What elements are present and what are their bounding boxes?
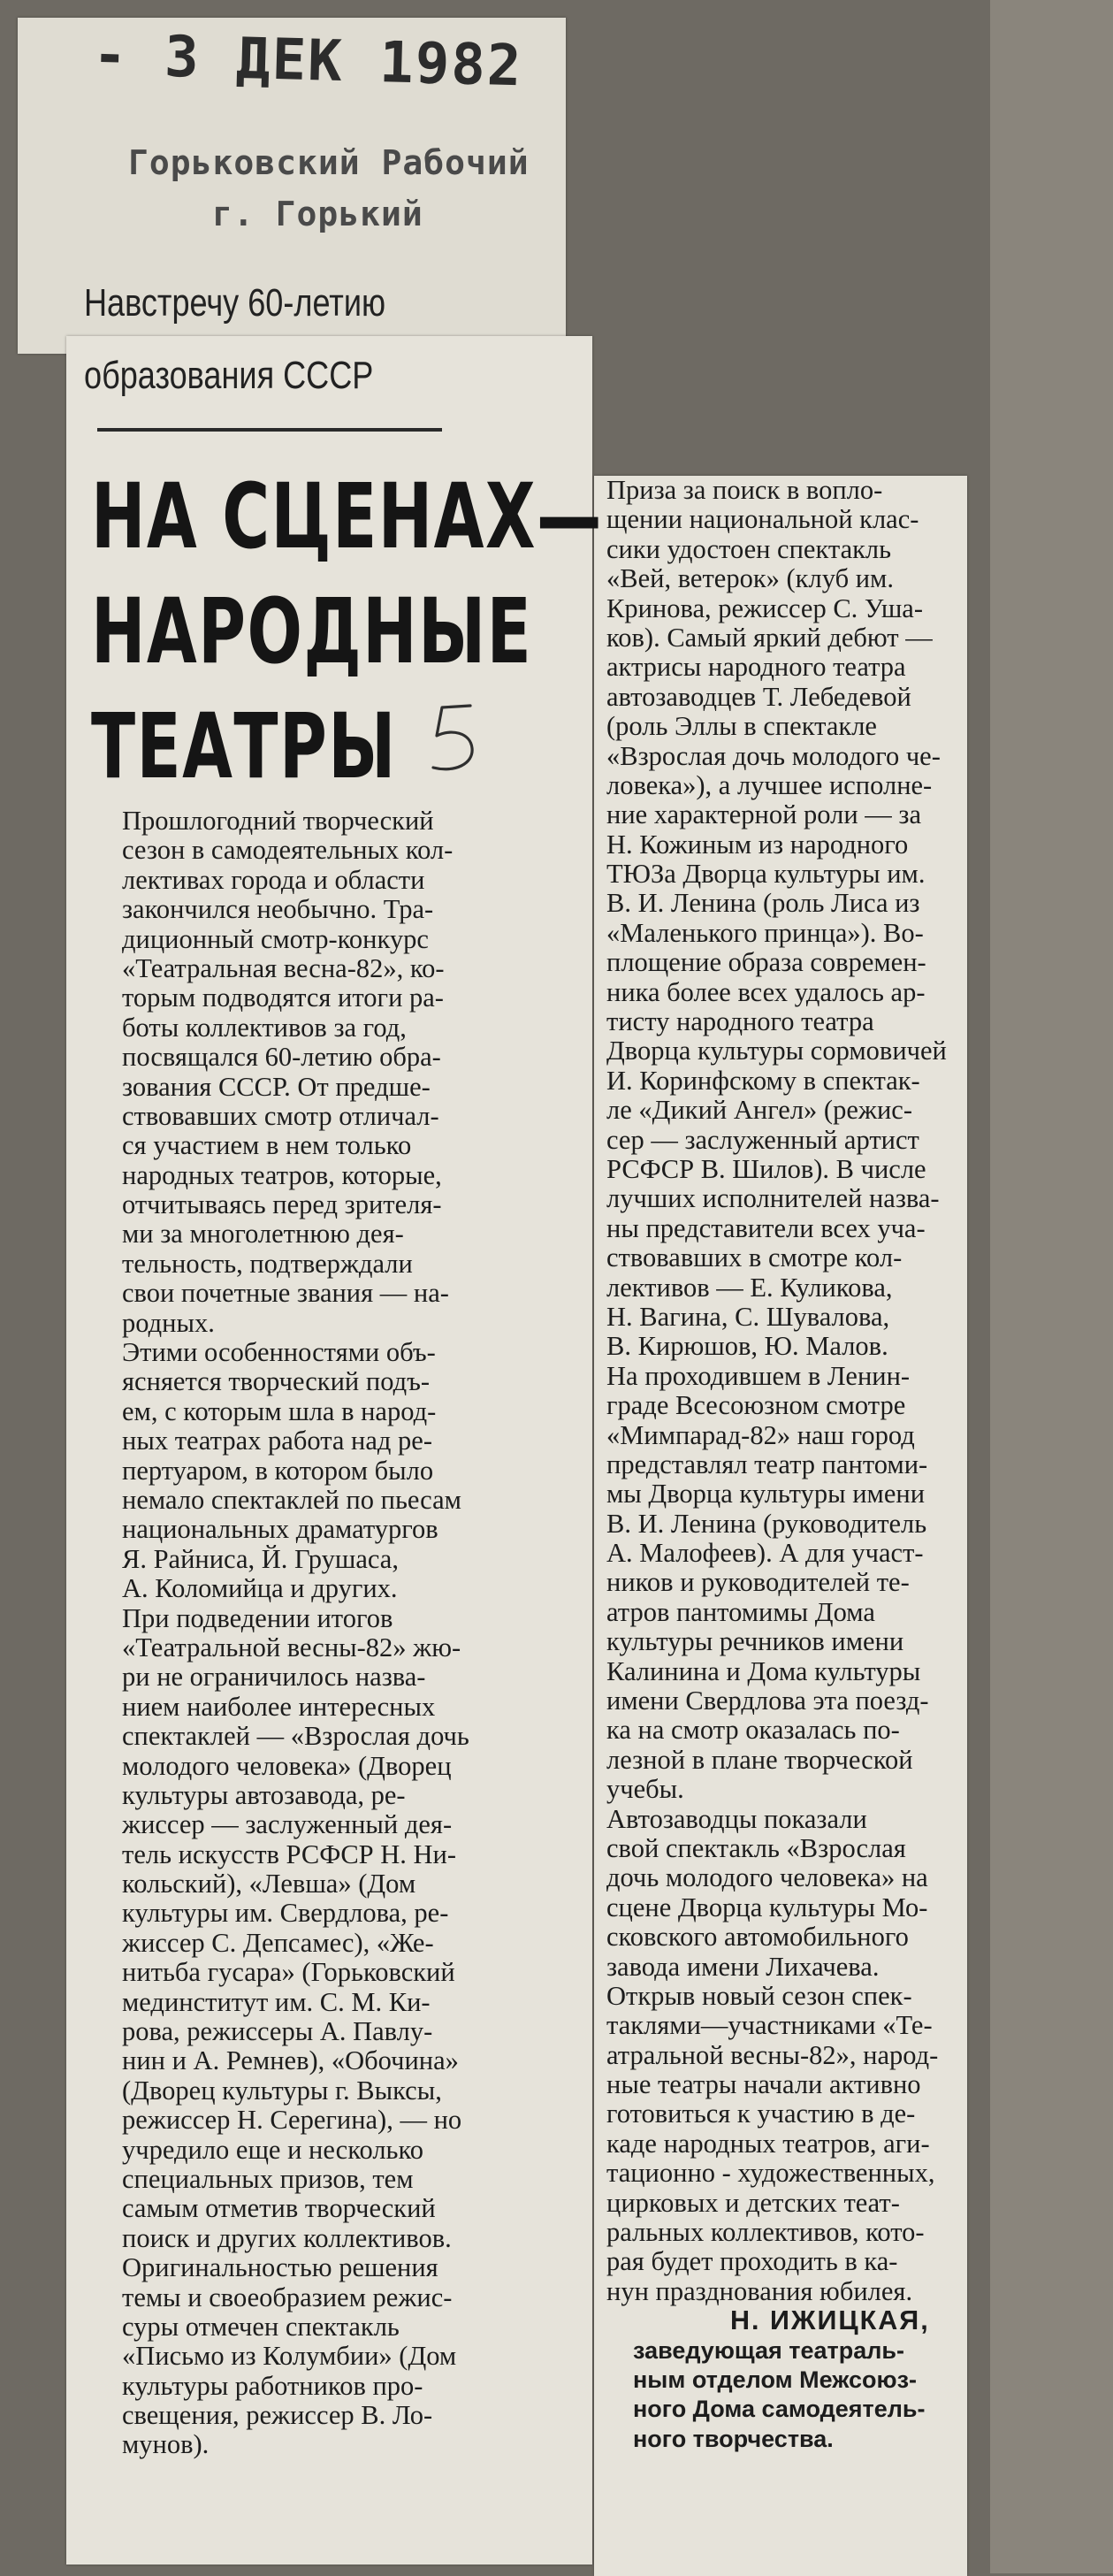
- article-line: атров пантомимы Дома: [606, 1597, 875, 1627]
- article-line: отчитываясь перед зрителя-: [122, 1190, 442, 1220]
- article-line: тель искусств РСФСР Н. Ни-: [122, 1839, 457, 1869]
- article-line: специальных призов, тем: [122, 2164, 414, 2194]
- rubric-line-2: образования СССР: [84, 354, 374, 397]
- article-line: таклями—участниками «Те-: [606, 2011, 933, 2041]
- article-line: Этими особенностями объ-: [122, 1338, 436, 1368]
- article-line: Автозаводцы показали: [606, 1804, 867, 1834]
- rubric-divider: [97, 428, 442, 432]
- article-line: И. Коринфскому в спектак-: [606, 1066, 920, 1096]
- article-line: нин и А. Ремнев), «Обочина»: [122, 2046, 459, 2076]
- article-line: При подведении итогов: [122, 1603, 393, 1633]
- article-line: ральных коллективов, кото-: [606, 2218, 925, 2248]
- rubric-line-1: Навстречу 60-летию: [84, 281, 386, 325]
- article-line: площение образа современ-: [606, 948, 926, 978]
- article-line: ясняется творческий подъ-: [122, 1367, 431, 1397]
- article-line: Оригинальностью решения: [122, 2253, 438, 2283]
- article-line: лективах города и области: [122, 865, 425, 895]
- article-line: атральной весны-82», народ-: [606, 2040, 939, 2070]
- article-line: дочь молодого человека» на: [606, 1863, 928, 1893]
- article-line: мы Дворца культуры имени: [606, 1479, 926, 1510]
- signature-title-line: ным отделом Межсоюз-: [633, 2366, 918, 2393]
- article-line: тельность, подтверждали: [122, 1249, 413, 1279]
- article-line: В. Кирюшов, Ю. Малов.: [606, 1332, 888, 1362]
- article-line: ствовавших смотр отличал-: [122, 1101, 439, 1131]
- headline-line-1: НА СЦЕНАХ—: [91, 464, 603, 569]
- article-line: Открыв новый сезон спек-: [606, 1981, 912, 2011]
- article-line: нием наиболее интересных: [122, 1692, 436, 1722]
- article-line: ние характерной роли — за: [606, 800, 922, 830]
- article-line: спектаклей — «Взрослая дочь: [122, 1722, 469, 1752]
- article-line: торым подводятся итоги ра-: [122, 983, 444, 1013]
- article-line: ка на смотр оказалась по-: [606, 1716, 900, 1746]
- article-line: «Письмо из Колумбии» (Дом: [122, 2342, 457, 2372]
- article-line: А. Коломийца и других.: [122, 1574, 398, 1604]
- article-line: Приза за поиск в вопло-: [606, 476, 883, 505]
- article-line: культуры автозавода, ре-: [122, 1780, 406, 1810]
- article-line: национальных драматургов: [122, 1515, 438, 1545]
- article-line: «Театральной весны-82» жю-: [122, 1632, 461, 1663]
- article-line: сковского автомобильного: [606, 1922, 909, 1953]
- article-line: ника более всех удалось ар-: [606, 977, 926, 1007]
- article-line: готовиться к участию в де-: [606, 2099, 916, 2129]
- article-line: щении национальной клас-: [606, 505, 919, 535]
- article-line: учредило еще и несколько: [122, 2135, 423, 2165]
- article-line: жиссер — заслуженный дея-: [122, 1810, 453, 1840]
- article-line: немало спектаклей по пьесам: [122, 1485, 461, 1515]
- article-line: Я. Райниса, Й. Грушаса,: [122, 1544, 399, 1574]
- article-line: мединститут им. С. М. Ки-: [122, 1987, 431, 2017]
- article-line: автозаводцев Т. Лебедевой: [606, 682, 911, 712]
- article-line: (Дворец культуры г. Выксы,: [122, 2075, 442, 2106]
- signature-title-line: ного Дома самодеятель-: [633, 2396, 926, 2423]
- headline-line-3: ТЕАТРЫ: [91, 694, 397, 799]
- article-line: нитьба гусара» (Горьковский: [122, 1958, 455, 1988]
- article-line: культуры им. Свердлова, ре-: [122, 1899, 449, 1929]
- article-line: актрисы народного театра: [606, 653, 906, 683]
- article-line: молодого человека» (Дворец: [122, 1751, 452, 1781]
- article-line: сер — заслуженный артист: [606, 1125, 919, 1155]
- stamp-city: г. Горький: [212, 195, 423, 233]
- article-line: представлял театр пантоми-: [606, 1449, 928, 1479]
- article-line: сезон в самодеятельных кол-: [122, 836, 454, 866]
- article-line: поиск и других коллективов.: [122, 2223, 452, 2253]
- article-line: ные театры начали активно: [606, 2070, 921, 2100]
- article-line: свои почетные звания — на-: [122, 1279, 449, 1309]
- article-line: ков). Самый яркий дебют —: [606, 623, 933, 653]
- article-line: ников и руководителей те-: [606, 1568, 910, 1598]
- article-line: ны представители всех уча-: [606, 1213, 926, 1243]
- article-line: На проходившем в Ленин-: [606, 1361, 911, 1391]
- article-line: сики удостоен спектакль: [606, 534, 892, 564]
- article-line: боты коллективов за год,: [122, 1013, 407, 1043]
- article-line: ся участием в нем только: [122, 1131, 412, 1161]
- article-line: каде народных театров, аги-: [606, 2129, 930, 2159]
- article-line: граде Всесоюзном смотре: [606, 1391, 906, 1421]
- article-line: В. И. Ленина (руководитель: [606, 1509, 927, 1539]
- article-line: Кринова, режиссер С. Уша-: [606, 593, 924, 623]
- article-line: рая будет проходить в ка-: [606, 2247, 898, 2277]
- article-line: культуры работников про-: [122, 2371, 423, 2401]
- article-line: Прошлогодний творческий: [122, 806, 434, 836]
- article-line: пертуаром, в котором было: [122, 1456, 434, 1486]
- article-line: суры отмечен спектакль: [122, 2312, 400, 2342]
- article-line: режиссер Н. Серегина), — но: [122, 2106, 462, 2136]
- article-line: культуры речников имени: [606, 1627, 904, 1657]
- article-line: ных театрах работа над ре-: [122, 1426, 433, 1456]
- article-line: кольский), «Левша» (Дом: [122, 1869, 416, 1900]
- article-line: ТЮЗа Дворца культуры им.: [606, 860, 926, 890]
- article-line: имени Свердлова эта поезд-: [606, 1686, 929, 1716]
- article-line: Н. Вагина, С. Шувалова,: [606, 1302, 890, 1332]
- article-line: «Театральная весна-82», ко-: [122, 953, 445, 983]
- article-line: темы и своеобразием режис-: [122, 2282, 453, 2312]
- article-line: ствовавших в смотре кол-: [606, 1243, 903, 1273]
- article-line: ем, с которым шла в народ-: [122, 1396, 437, 1426]
- article-line: свой спектакль «Взрослая: [606, 1833, 906, 1863]
- article-line: мунов).: [122, 2430, 210, 2460]
- article-line: народных театров, которые,: [122, 1160, 442, 1190]
- article-line: нун празднования юбилея.: [606, 2276, 913, 2306]
- article-line: завода имени Лихачева.: [606, 1952, 880, 1982]
- article-line: самым отметив творческий: [122, 2194, 436, 2224]
- signature-title-line: заведующая театраль-: [633, 2336, 904, 2364]
- article-line: Дворца культуры сормовичей: [606, 1036, 947, 1066]
- article-line: учебы.: [606, 1775, 684, 1805]
- article-line: тационно - художественных,: [606, 2159, 935, 2189]
- article-line: «Маленького принца»). Во-: [606, 918, 924, 948]
- article-line: свещения, режиссер В. Ло-: [122, 2401, 433, 2431]
- article-line: «Взрослая дочь молодого че-: [606, 741, 941, 771]
- article-line: цирковых и детских теат-: [606, 2188, 900, 2218]
- article-line: «Вей, ветерок» (клуб им.: [606, 564, 894, 594]
- article-column-right: [606, 476, 964, 2454]
- article-line: лезной в плане творческой: [606, 1745, 913, 1775]
- article-line: жиссер С. Депсамес), «Же-: [122, 1928, 434, 1958]
- signature-name: Н. ИЖИЦКАЯ,: [730, 2306, 930, 2336]
- article-line: закончился необычно. Тра-: [122, 895, 434, 925]
- stamp-date: - 3 ДЕК 1982: [92, 22, 524, 100]
- article-line: посвящался 60-летию обра-: [122, 1043, 441, 1073]
- article-line: ловека»), а лучшее исполне-: [606, 770, 933, 800]
- article-column-left: [122, 806, 582, 2460]
- article-line: ри не ограничилось назва-: [122, 1663, 426, 1693]
- stamp-newspaper-name: Горьковский Рабочий: [128, 143, 530, 182]
- background-strip: [990, 0, 1113, 2573]
- article-line: рова, режиссеры А. Павлу-: [122, 2017, 433, 2047]
- article-line: «Мимпарад-82» наш город: [606, 1420, 915, 1450]
- article-line: диционный смотр-конкурс: [122, 924, 429, 954]
- article-line: лективов — Е. Куликова,: [606, 1273, 893, 1303]
- article-line: Н. Кожиным из народного: [606, 829, 909, 860]
- article-line: тисту народного театра: [606, 1007, 874, 1037]
- article-line: зования СССР. От предше-: [122, 1072, 431, 1102]
- article-line: РСФСР В. Шилов). В числе: [606, 1154, 926, 1184]
- article-line: сцене Дворца культуры Мо-: [606, 1892, 928, 1922]
- article-line: В. И. Ленина (роль Лиса из: [606, 889, 920, 919]
- article-line: родных.: [122, 1308, 215, 1338]
- headline-line-2: НАРОДНЫЕ: [91, 579, 533, 684]
- article-line: лучших исполнителей назва-: [606, 1184, 940, 1214]
- article-line: (роль Эллы в спектакле: [606, 712, 877, 742]
- article-line: А. Малофеев). А для участ-: [606, 1539, 924, 1569]
- article-line: ле «Дикий Ангел» (режис-: [606, 1096, 912, 1126]
- article-line: ми за многолетнюю дея-: [122, 1219, 404, 1250]
- handwritten-mark-5: [415, 699, 495, 778]
- signature-title-line: ного творчества.: [633, 2425, 834, 2452]
- article-line: Калинина и Дома культуры: [606, 1656, 921, 1686]
